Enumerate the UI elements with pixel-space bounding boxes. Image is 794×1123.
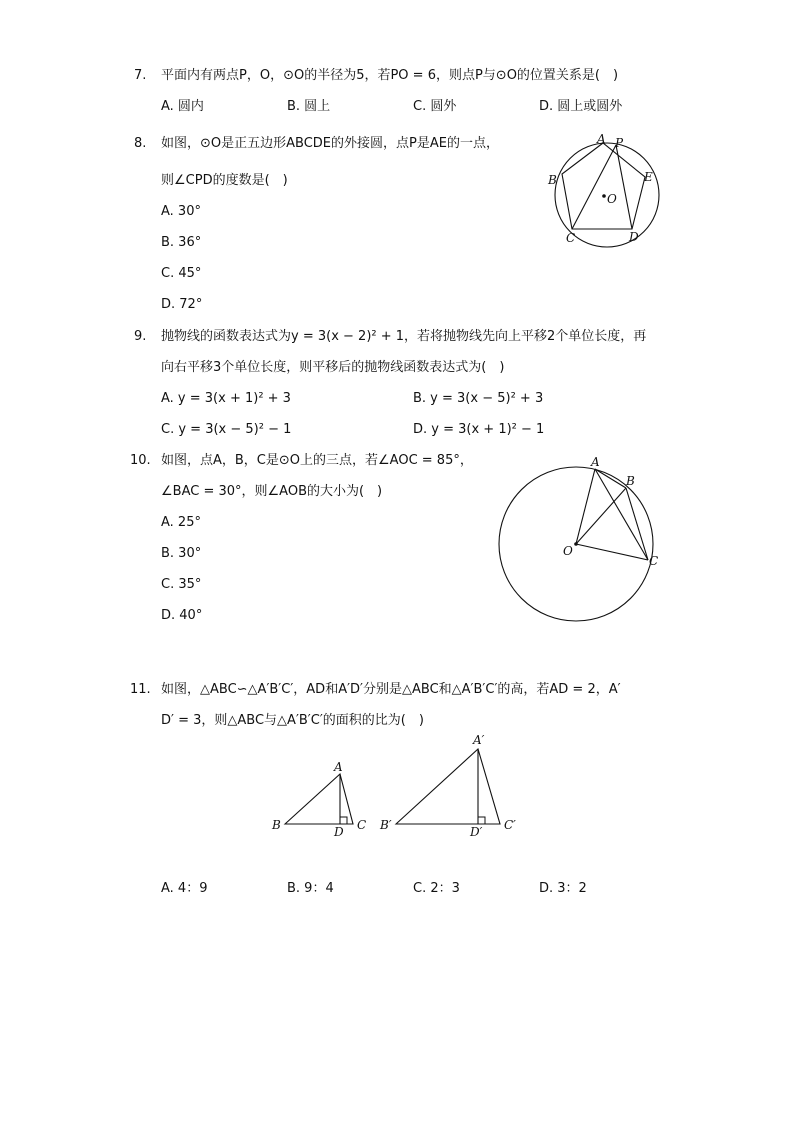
question-9-stem-line-1: 抛物线的函数表达式为y = 3(x − 2)² + 1，若将抛物线先向上平移2个单位长度，再 bbox=[161, 329, 647, 344]
label-b: B bbox=[626, 474, 635, 488]
label-p: P bbox=[615, 136, 624, 150]
question-10-option-b: B. 30° bbox=[161, 546, 202, 561]
question-8-option-b: B. 36° bbox=[161, 235, 202, 250]
label-b: B bbox=[548, 173, 557, 187]
label-c: C bbox=[566, 231, 576, 245]
question-9-number: 9. bbox=[134, 329, 147, 344]
label-c: C bbox=[649, 554, 659, 568]
label-a-prime: A′ bbox=[473, 733, 485, 747]
question-8-option-d: D. 72° bbox=[161, 297, 203, 312]
question-11-stem-line-2: D′ = 3，则△ABC与△A′B′C′的面积的比为( ) bbox=[161, 713, 424, 728]
label-c: C bbox=[357, 818, 367, 832]
question-10-option-d: D. 40° bbox=[161, 608, 203, 623]
label-o: O bbox=[607, 192, 617, 206]
label-d: D bbox=[334, 825, 344, 839]
circle-abc-figure bbox=[490, 455, 670, 625]
question-9-option-c: C. y = 3(x − 5)² − 1 bbox=[161, 422, 292, 437]
question-11-stem-line-1: 如图，△ABC∽△A′B′C′，AD和A′D′分别是△ABC和△A′B′C′的高，若AD = 2，A′ bbox=[161, 682, 621, 697]
question-10-stem-line-2: ∠BAC = 30°，则∠AOB的大小为( ) bbox=[161, 484, 383, 499]
label-o: O bbox=[563, 544, 573, 558]
question-8-option-c: C. 45° bbox=[161, 266, 202, 281]
question-7-option-b: B. 圆上 bbox=[287, 99, 331, 114]
label-a: A bbox=[591, 455, 600, 469]
question-9-option-d: D. y = 3(x + 1)² − 1 bbox=[413, 422, 545, 437]
label-a: A bbox=[334, 760, 343, 774]
label-c-prime: C′ bbox=[504, 818, 516, 832]
question-10-option-a: A. 25° bbox=[161, 515, 201, 530]
label-d: D bbox=[629, 230, 639, 244]
question-7-number: 7. bbox=[134, 68, 147, 83]
question-10-option-c: C. 35° bbox=[161, 577, 202, 592]
question-10-number: 10. bbox=[130, 453, 151, 468]
question-8-stem-line-2: 则∠CPD的度数是( ) bbox=[161, 173, 288, 188]
label-d-prime: D′ bbox=[470, 825, 483, 839]
question-11-option-d: D. 3：2 bbox=[539, 881, 587, 896]
question-7-option-c: C. 圆外 bbox=[413, 99, 457, 114]
question-11-number: 11. bbox=[130, 682, 151, 697]
question-9-stem-line-2: 向右平移3个单位长度，则平移后的抛物线函数表达式为( ) bbox=[161, 360, 505, 375]
question-9-option-b: B. y = 3(x − 5)² + 3 bbox=[413, 391, 544, 406]
question-11-option-c: C. 2：3 bbox=[413, 881, 460, 896]
question-8-number: 8. bbox=[134, 136, 147, 151]
question-11-option-a: A. 4：9 bbox=[161, 881, 208, 896]
pentagon-figure bbox=[540, 130, 670, 245]
question-8-stem-line-1: 如图，⊙O是正五边形ABCDE的外接圆，点P是AE的一点， bbox=[161, 136, 499, 151]
question-8-option-a: A. 30° bbox=[161, 204, 201, 219]
question-7-option-d: D. 圆上或圆外 bbox=[539, 99, 623, 114]
question-11-option-b: B. 9：4 bbox=[287, 881, 334, 896]
label-b-prime: B′ bbox=[380, 818, 392, 832]
question-7-option-a: A. 圆内 bbox=[161, 99, 204, 114]
question-9-option-a: A. y = 3(x + 1)² + 3 bbox=[161, 391, 291, 406]
label-e: E bbox=[644, 170, 653, 184]
label-a: A bbox=[597, 132, 606, 146]
label-b: B bbox=[272, 818, 281, 832]
question-10-stem-line-1: 如图，点A，B，C是⊙O上的三点，若∠AOC = 85°， bbox=[161, 453, 473, 468]
similar-triangles-figure bbox=[270, 732, 530, 842]
question-7-stem: 平面内有两点P，O，⊙O的半径为5，若PO = 6，则点P与⊙O的位置关系是( ) bbox=[161, 68, 619, 83]
